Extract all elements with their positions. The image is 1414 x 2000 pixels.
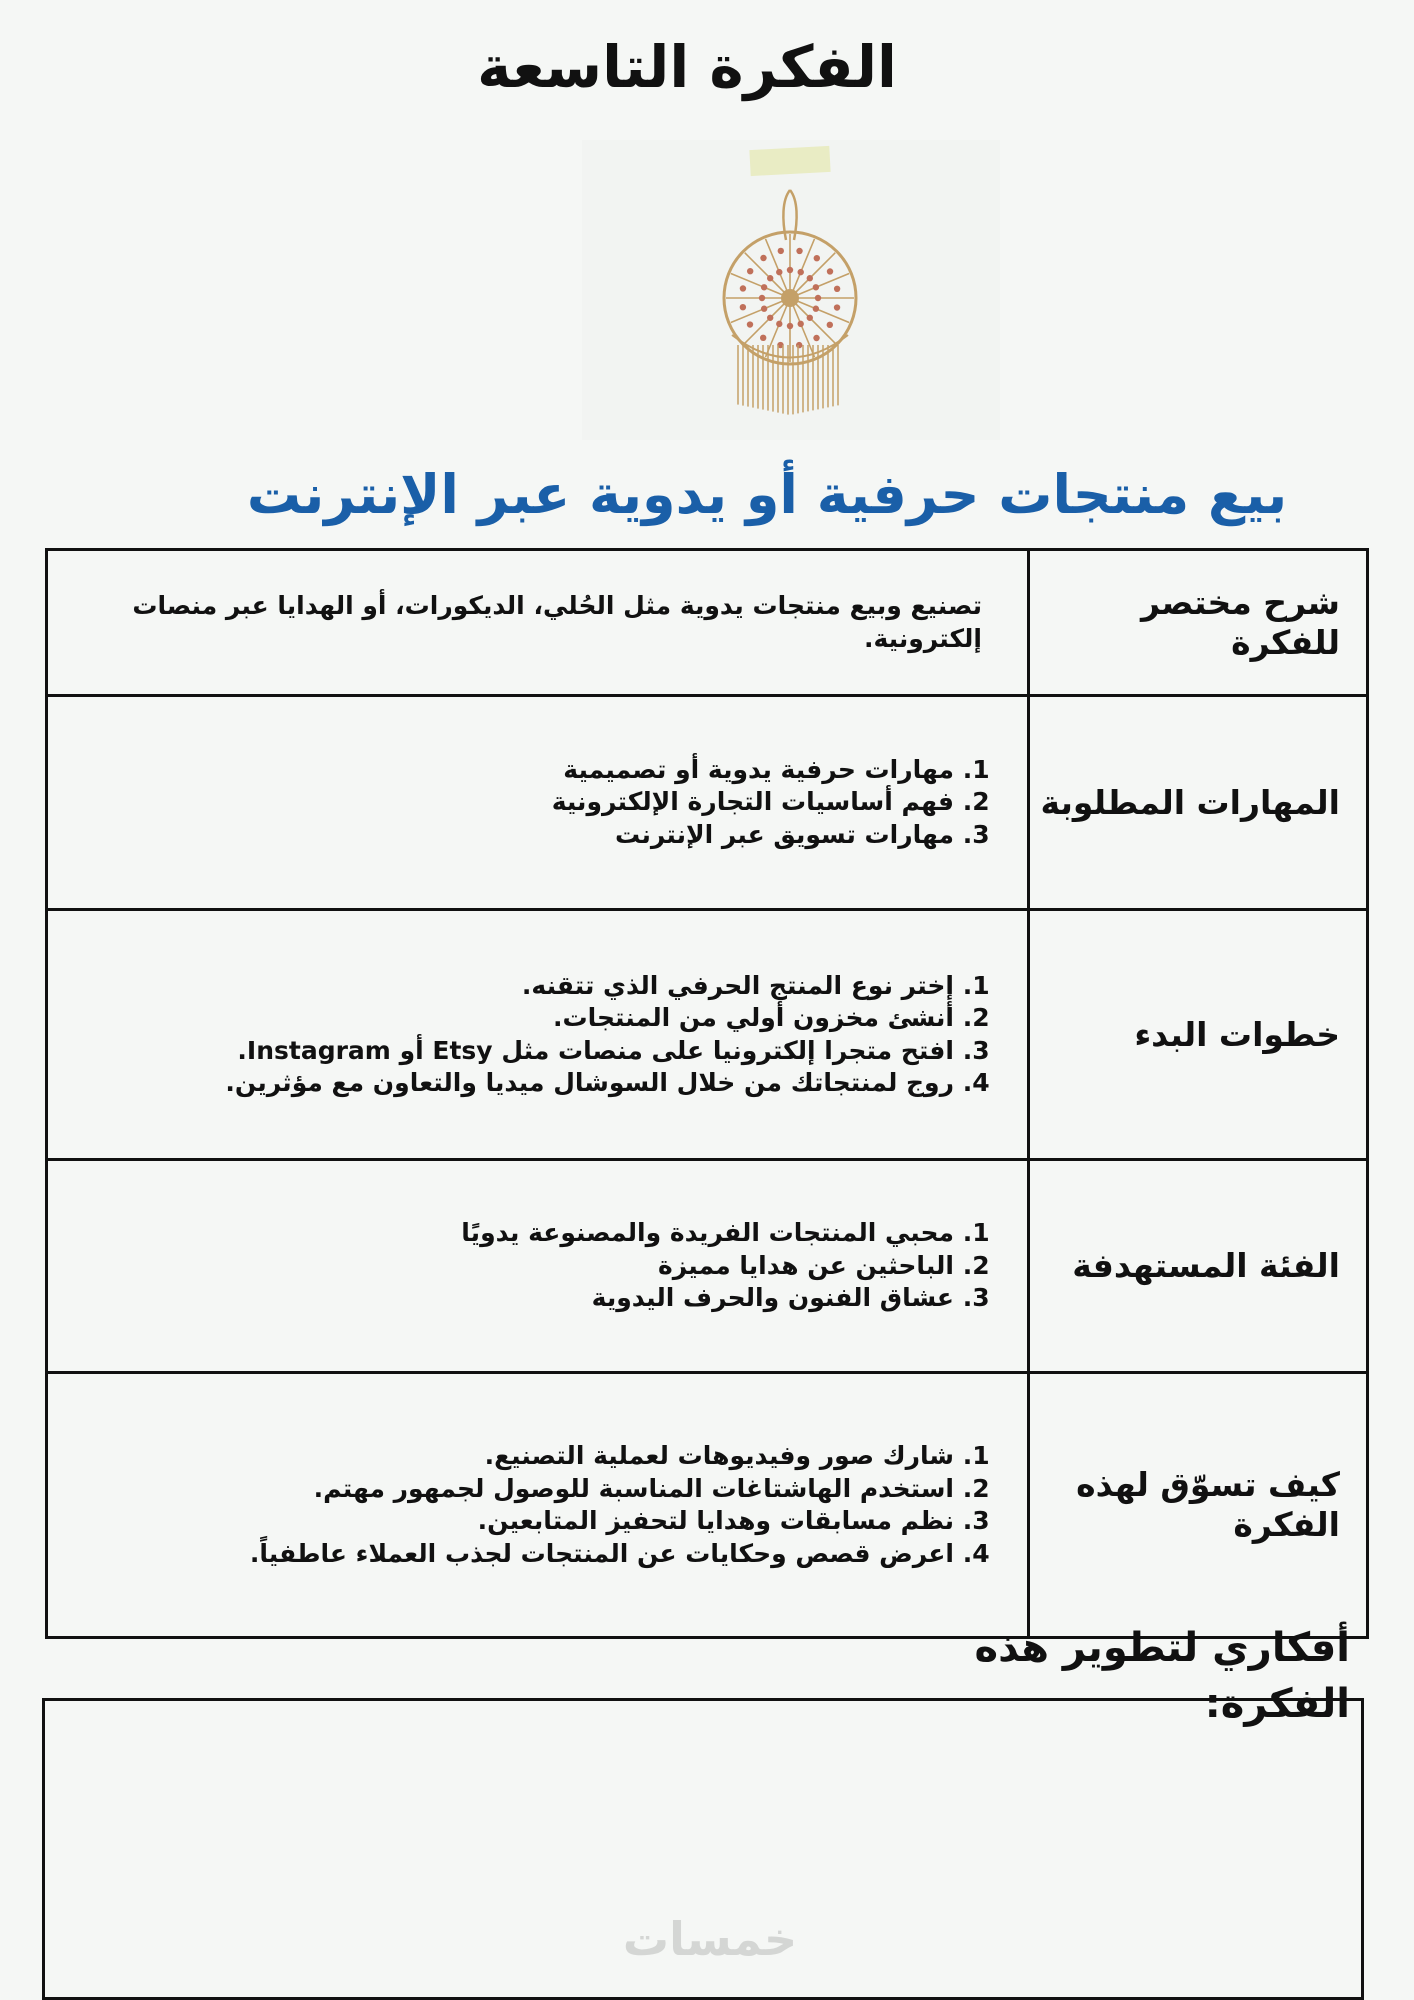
row-label: خطوات البدء	[1029, 910, 1368, 1160]
list-item: 2. فهم أساسيات التجارة الإلكترونية	[68, 786, 954, 819]
skills-list-cell	[47, 696, 1029, 910]
list-item: 2. استخدم الهاشتاغات المناسبة للوصول لجمهور مهتم.	[68, 1473, 954, 1506]
table-row	[47, 696, 1368, 910]
table-row	[47, 550, 1368, 696]
idea-subtitle: بيع منتجات حرفية أو يدوية عبر الإنترنت	[246, 463, 1288, 526]
list-item: 1. إختر نوع المنتج الحرفي الذي تتقنه.	[68, 970, 954, 1003]
row-label: شرح مختصر للفكرة	[1029, 550, 1368, 696]
row-label: كيف تسوّق لهذه الفكرة	[1029, 1373, 1368, 1638]
list-item: 2. أنشئ مخزون أولي من المنتجات.	[68, 1002, 954, 1035]
notes-title: أفكاري لتطوير هذه الفكرة:	[974, 1625, 1350, 1727]
list-item: 1. مهارات حرفية يدوية أو تصميمية	[68, 754, 954, 787]
dreamcatcher-icon	[582, 140, 1000, 440]
audience-list-cell	[47, 1160, 1029, 1373]
steps-list	[68, 970, 982, 1100]
site-watermark: خمسات	[622, 1912, 798, 1966]
list-item: 4. روج لمنتجاتك من خلال السوشال ميديا والتعاون مع مؤثرين.	[68, 1067, 954, 1100]
table-row	[47, 1373, 1368, 1638]
list-item: 2. الباحثين عن هدايا مميزة	[68, 1250, 954, 1283]
row-label: الفئة المستهدفة	[1029, 1160, 1368, 1373]
idea-description: تصنيع وبيع منتجات يدوية مثل الحُلي، الديكورات، أو الهدايا عبر منصات إلكترونية.	[47, 550, 1029, 696]
list-item: 3. عشاق الفنون والحرف اليدوية	[68, 1282, 954, 1315]
idea-info-table	[45, 548, 1369, 1639]
table-row	[47, 1160, 1368, 1373]
audience-list	[68, 1217, 982, 1315]
list-item: 3. مهارات تسويق عبر الإنترنت	[68, 819, 954, 852]
steps-list-cell	[47, 910, 1029, 1160]
skills-list	[68, 754, 982, 852]
list-item: 4. اعرض قصص وحكايات عن المنتجات لجذب العملاء عاطفياً.	[68, 1538, 954, 1571]
list-item: 1. شارك صور وفيديوهات لعملية التصنيع.	[68, 1440, 954, 1473]
list-item: 3. نظم مسابقات وهدايا لتحفيز المتابعين.	[68, 1505, 954, 1538]
table-row	[47, 910, 1368, 1160]
list-item: 1. محبي المنتجات الفريدة والمصنوعة يدويًا	[68, 1217, 954, 1250]
row-label: المهارات المطلوبة	[1029, 696, 1368, 910]
marketing-list	[68, 1440, 982, 1570]
list-item: 3. افتح متجرا إلكترونيا على منصات مثل Etsy أو Instagram.	[68, 1035, 954, 1068]
page-title: الفكرة التاسعة	[477, 33, 897, 101]
dreamcatcher-illustration	[582, 140, 1000, 440]
marketing-list-cell	[47, 1373, 1029, 1638]
